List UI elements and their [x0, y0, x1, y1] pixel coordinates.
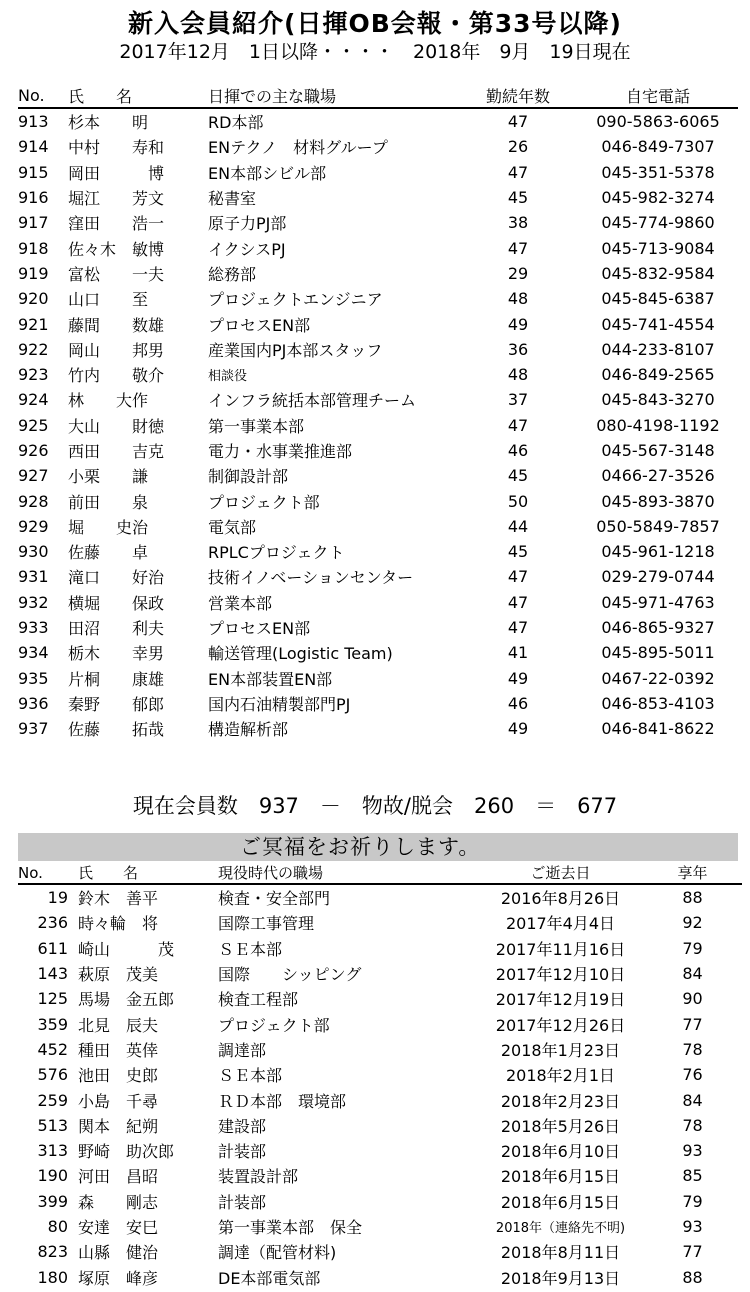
member-workplace: 技術イノベーションセンター — [208, 568, 414, 588]
table-row — [18, 1239, 742, 1264]
member-no: 934 — [18, 643, 49, 663]
member-name: 片桐 康雄 — [68, 669, 165, 689]
deceased-name: 河田 昌昭 — [78, 1167, 159, 1187]
page-title: 新入会員紹介(日揮OB会報・第33号以降) — [128, 9, 622, 38]
member-phone: 050-5849-7857 — [596, 516, 720, 536]
member-phone: 045-982-3274 — [601, 188, 715, 208]
member-name: 岡田 博 — [68, 163, 165, 183]
member-name: 栃木 幸男 — [68, 644, 165, 664]
table-row — [18, 1214, 742, 1239]
member-years: 47 — [507, 238, 529, 258]
member-workplace: イクシスPJ — [208, 239, 286, 259]
deceased-age: 90 — [682, 989, 703, 1009]
member-no: 917 — [18, 213, 49, 233]
member-phone: 090-5863-6065 — [596, 112, 720, 132]
deceased-age: 85 — [682, 1166, 703, 1186]
member-name: 竹内 敬介 — [68, 366, 165, 386]
deceased-age: 93 — [682, 1217, 703, 1236]
member-no: 920 — [18, 289, 49, 309]
table-row — [18, 539, 738, 564]
deceased-no: 19 — [47, 888, 68, 908]
header-years: 勤続年数 — [458, 84, 578, 108]
member-phone: 045-832-9584 — [601, 263, 715, 283]
table-row — [18, 438, 738, 463]
table-row — [18, 986, 742, 1011]
member-years: 29 — [507, 263, 529, 283]
header-no: No. — [18, 862, 74, 884]
table-row — [18, 362, 738, 387]
deceased-date: 2018年1月23日 — [500, 1040, 621, 1060]
table-row — [18, 691, 738, 716]
member-name: 中村 寿和 — [68, 138, 165, 158]
member-name: 佐藤 拓哉 — [68, 720, 165, 740]
deceased-name: 時々輪 将 — [78, 914, 159, 934]
table-row — [18, 261, 738, 286]
member-workplace: 構造解析部 — [208, 720, 289, 740]
member-no: 926 — [18, 441, 49, 460]
member-name: 佐々木 敏博 — [68, 239, 165, 259]
table-row — [18, 413, 738, 438]
deceased-age: 88 — [682, 1267, 703, 1287]
table-row — [18, 640, 738, 665]
member-years: 46 — [507, 441, 529, 460]
deceased-name: 安達 安巳 — [78, 1218, 159, 1237]
header-no: No. — [18, 84, 68, 108]
table-row — [18, 615, 738, 640]
table-row — [18, 311, 738, 336]
member-years: 36 — [507, 339, 529, 359]
table-row — [18, 666, 738, 691]
deceased-date: 2018年5月26日 — [500, 1116, 621, 1136]
member-name: 堀 史治 — [68, 517, 149, 537]
member-workplace: 営業本部 — [208, 593, 273, 613]
member-years: 47 — [507, 592, 529, 612]
member-years: 47 — [507, 112, 529, 132]
member-years: 48 — [507, 365, 529, 385]
member-phone: 046-849-7307 — [601, 137, 715, 157]
member-name: 田沼 利夫 — [68, 619, 165, 639]
member-no: 919 — [18, 263, 49, 283]
deceased-date: 2018年6月15日 — [500, 1192, 621, 1212]
deceased-no: 452 — [37, 1039, 68, 1059]
deceased-date: 2018年8月11日 — [500, 1243, 621, 1263]
deceased-age: 79 — [682, 938, 703, 958]
deceased-no: 513 — [37, 1115, 68, 1135]
deceased-date: 2017年12月10日 — [495, 965, 626, 985]
new-members-table — [18, 84, 738, 741]
member-years: 49 — [507, 314, 529, 334]
member-years: 47 — [507, 415, 529, 435]
member-years: 45 — [507, 188, 529, 208]
deceased-no: 313 — [37, 1141, 68, 1161]
member-no: 937 — [18, 719, 49, 739]
member-years: 47 — [507, 618, 529, 638]
deceased-name: 鈴木 善平 — [78, 889, 159, 909]
member-workplace: 国内石油精製部門PJ — [208, 694, 351, 714]
member-workplace: 第一事業本部 — [208, 416, 305, 436]
member-phone: 029-279-0744 — [601, 567, 715, 587]
deceased-date: 2018年（連絡先不明) — [495, 1221, 626, 1236]
member-workplace: 輸送管理(Logistic Team) — [208, 644, 393, 664]
member-years: 47 — [507, 162, 529, 182]
table-row — [18, 961, 742, 986]
member-years: 37 — [507, 390, 529, 410]
header-workplace: 現役時代の職場 — [218, 862, 478, 884]
deceased-no: 359 — [37, 1014, 68, 1034]
member-phone: 044-233-8107 — [601, 339, 715, 359]
member-no: 930 — [18, 542, 49, 562]
table-row — [18, 1087, 742, 1112]
deceased-workplace: 検査・安全部門 — [218, 889, 331, 909]
member-phone: 046-865-9327 — [601, 618, 715, 638]
member-years: 45 — [507, 542, 529, 562]
member-no: 922 — [18, 339, 49, 359]
table-row — [18, 185, 738, 210]
deceased-workplace: 建設部 — [218, 1116, 267, 1136]
table-row — [18, 1011, 742, 1036]
table-row — [18, 1062, 742, 1087]
member-phone: 045-741-4554 — [601, 314, 715, 334]
deceased-name: 塚原 峰彦 — [78, 1268, 159, 1288]
member-no: 925 — [18, 415, 49, 435]
header-name: 氏 名 — [74, 862, 218, 884]
page-subtitle: 2017年12月 1日以降・・・・ 2018年 9月 19日現在 — [119, 41, 631, 63]
table-row — [18, 1189, 742, 1214]
table-row — [18, 1138, 742, 1163]
deceased-name: 関本 紀朔 — [78, 1116, 159, 1136]
table-row — [18, 286, 738, 311]
deceased-age: 77 — [682, 1014, 703, 1034]
deceased-workplace: 調達部 — [218, 1040, 267, 1060]
deceased-no: 180 — [37, 1267, 68, 1287]
member-no: 929 — [18, 516, 49, 536]
member-name: 滝口 好治 — [68, 568, 165, 588]
table-row — [18, 488, 738, 513]
deceased-workplace: ＲＤ本部 環境部 — [218, 1091, 347, 1111]
member-phone: 045-893-3870 — [601, 491, 715, 511]
member-phone: 046-853-4103 — [601, 693, 715, 713]
member-no: 916 — [18, 188, 49, 208]
deceased-name: 萩原 茂美 — [78, 965, 159, 985]
deceased-name: 小島 千尋 — [78, 1091, 159, 1111]
deceased-age: 78 — [682, 1039, 703, 1059]
deceased-no: 611 — [37, 938, 68, 958]
member-workplace: EN本部装置EN部 — [208, 669, 333, 689]
deceased-workplace: 計装部 — [218, 1142, 267, 1162]
member-name: 佐藤 卓 — [68, 543, 149, 563]
member-years: 45 — [507, 466, 529, 486]
deceased-name: 野崎 助次郎 — [78, 1142, 175, 1162]
member-workplace: プロジェクトエンジニア — [208, 290, 383, 310]
member-name: 岡山 邦男 — [68, 340, 165, 360]
member-workplace: プロセスEN部 — [208, 315, 311, 335]
deceased-age: 77 — [682, 1242, 703, 1262]
deceased-no: 259 — [37, 1090, 68, 1110]
member-phone: 045-961-1218 — [601, 542, 715, 562]
member-workplace: 秘書室 — [208, 189, 257, 209]
deceased-date: 2017年11月16日 — [495, 939, 626, 959]
deceased-no: 576 — [37, 1065, 68, 1085]
member-phone: 046-849-2565 — [601, 365, 715, 385]
member-years: 26 — [507, 137, 529, 157]
member-name: 秦野 郁郎 — [68, 694, 165, 714]
header-age: 享年 — [643, 862, 742, 884]
deceased-date: 2017年12月19日 — [495, 990, 626, 1010]
member-workplace: 産業国内PJ本部スタッフ — [208, 340, 383, 360]
table-row — [18, 514, 738, 539]
member-phone: 046-841-8622 — [601, 719, 715, 739]
member-count-summary: 現在会員数 937 － 物故/脱会 260 ＝ 677 — [132, 794, 618, 818]
member-name: 堀江 芳文 — [68, 189, 165, 209]
deceased-workplace: 調達（配管材料) — [218, 1243, 337, 1263]
member-years: 46 — [507, 693, 529, 713]
member-no: 931 — [18, 567, 49, 587]
member-phone: 045-774-9860 — [601, 213, 715, 233]
member-years: 49 — [507, 668, 529, 688]
member-years: 49 — [507, 719, 529, 739]
member-name: 西田 吉克 — [68, 442, 165, 461]
deceased-age: 78 — [682, 1115, 703, 1135]
deceased-date: 2018年6月15日 — [500, 1167, 621, 1187]
deceased-age: 84 — [682, 1090, 703, 1110]
deceased-date: 2018年2月1日 — [505, 1066, 616, 1086]
deceased-name: 北見 辰夫 — [78, 1015, 159, 1035]
member-workplace: 総務部 — [208, 264, 257, 284]
table-row — [18, 160, 738, 185]
deceased-no: 236 — [37, 913, 68, 933]
member-no: 923 — [18, 365, 49, 385]
deceased-workplace: 検査工程部 — [218, 990, 299, 1010]
member-workplace: プロジェクト部 — [208, 492, 320, 512]
member-years: 48 — [507, 289, 529, 309]
deceased-workplace: プロジェクト部 — [218, 1015, 330, 1035]
member-name: 横堀 保政 — [68, 593, 165, 613]
deceased-workplace: ＳＥ本部 — [218, 939, 283, 959]
deceased-name: 崎山 茂 — [78, 939, 175, 959]
member-workplace: RD本部 — [208, 113, 264, 133]
member-name: 富松 一夫 — [68, 264, 165, 284]
deceased-age: 79 — [682, 1191, 703, 1211]
member-no: 933 — [18, 618, 49, 638]
member-workplace: 相談役 — [208, 369, 248, 385]
deceased-date: 2018年9月13日 — [500, 1268, 621, 1288]
deceased-name: 池田 史郎 — [78, 1066, 159, 1086]
member-phone: 045-971-4763 — [601, 592, 715, 612]
member-workplace: 電気部 — [208, 517, 257, 537]
deceased-no: 143 — [37, 964, 68, 984]
table-row — [18, 564, 738, 589]
deceased-age: 93 — [682, 1141, 703, 1161]
deceased-name: 馬場 金五郎 — [78, 990, 175, 1010]
member-phone: 045-713-9084 — [601, 238, 715, 258]
table-row — [18, 884, 742, 910]
deceased-date: 2016年8月26日 — [500, 889, 621, 909]
deceased-no: 80 — [47, 1217, 68, 1236]
member-no: 918 — [18, 238, 49, 258]
member-name: 前田 泉 — [68, 492, 149, 512]
member-no: 936 — [18, 693, 49, 713]
deceased-no: 125 — [37, 989, 68, 1009]
table-row — [18, 235, 738, 260]
member-name: 山口 至 — [68, 290, 149, 310]
table-row — [18, 716, 738, 741]
table-row — [18, 134, 738, 159]
member-phone: 045-895-5011 — [601, 643, 715, 663]
member-name: 窪田 浩一 — [68, 214, 165, 234]
table-row — [18, 1113, 742, 1138]
table-row — [18, 463, 738, 488]
member-years: 38 — [507, 213, 529, 233]
member-no: 914 — [18, 137, 49, 157]
deceased-workplace: ＳＥ本部 — [218, 1066, 283, 1086]
table-row — [18, 590, 738, 615]
member-no: 921 — [18, 314, 49, 334]
deceased-members-table — [18, 862, 742, 1290]
member-phone: 045-845-6387 — [601, 289, 715, 309]
member-workplace: インフラ統括本部管理チーム — [208, 391, 417, 411]
member-workplace: プロセスEN部 — [208, 619, 311, 639]
member-phone: 045-567-3148 — [601, 441, 715, 460]
header-phone: 自宅電話 — [578, 84, 738, 108]
table-row — [18, 936, 742, 961]
deceased-no: 190 — [37, 1166, 68, 1186]
deceased-header-row — [18, 862, 742, 884]
member-workplace: EN本部シビル部 — [208, 163, 327, 183]
member-no: 924 — [18, 390, 49, 410]
deceased-name: 種田 英倖 — [78, 1040, 159, 1060]
deceased-date: 2018年2月23日 — [500, 1091, 621, 1111]
table-row — [18, 108, 738, 134]
table-row — [18, 387, 738, 412]
member-workplace: ENテクノ 材料グループ — [208, 138, 388, 158]
deceased-date: 2017年12月26日 — [495, 1015, 626, 1035]
deceased-age: 88 — [682, 888, 703, 908]
member-no: 927 — [18, 466, 49, 486]
member-name: 小栗 謙 — [68, 467, 149, 487]
member-name: 藤間 数雄 — [68, 315, 165, 335]
member-no: 932 — [18, 592, 49, 612]
member-phone: 0467-22-0392 — [601, 668, 715, 688]
header-workplace: 日揮での主な職場 — [208, 84, 458, 108]
member-years: 41 — [507, 643, 529, 663]
deceased-no: 399 — [37, 1191, 68, 1211]
deceased-name: 森 剛志 — [78, 1192, 159, 1212]
deceased-workplace: DE本部電気部 — [218, 1268, 321, 1288]
table-row — [18, 210, 738, 235]
member-no: 928 — [18, 491, 49, 511]
deceased-workplace: 国際工事管理 — [218, 914, 315, 934]
member-workplace: 電力・水事業推進部 — [208, 442, 353, 461]
deceased-age: 76 — [682, 1065, 703, 1085]
member-years: 47 — [507, 567, 529, 587]
deceased-date: 2017年4月4日 — [505, 914, 616, 934]
member-name: 大山 財徳 — [68, 416, 165, 436]
member-years: 44 — [507, 516, 529, 536]
member-workplace: RPLCプロジェクト — [208, 543, 345, 563]
member-workplace: 原子力PJ部 — [208, 214, 287, 234]
deceased-workplace: 計装部 — [218, 1192, 267, 1212]
new-members-header-row — [18, 84, 738, 108]
deceased-workplace: 国際 シッピング — [218, 965, 362, 985]
deceased-workplace: 装置設計部 — [218, 1167, 299, 1187]
table-row — [18, 1163, 742, 1188]
deceased-workplace: 第一事業本部 保全 — [218, 1218, 363, 1237]
condolence-banner: ご冥福をお祈りします。 — [18, 833, 738, 861]
member-no: 913 — [18, 112, 49, 132]
table-row — [18, 1264, 742, 1289]
member-phone: 045-843-3270 — [601, 390, 715, 410]
deceased-no: 823 — [37, 1242, 68, 1262]
table-row — [18, 910, 742, 935]
member-no: 915 — [18, 162, 49, 182]
member-phone: 0466-27-3526 — [601, 466, 715, 486]
deceased-age: 84 — [682, 964, 703, 984]
header-name: 氏 名 — [68, 84, 208, 108]
member-phone: 045-351-5378 — [601, 162, 715, 182]
member-name: 林 大作 — [68, 391, 149, 411]
member-workplace: 制御設計部 — [208, 467, 289, 487]
member-phone: 080-4198-1192 — [596, 415, 720, 435]
deceased-age: 92 — [682, 913, 703, 933]
member-no: 935 — [18, 668, 49, 688]
deceased-name: 山縣 健治 — [78, 1243, 159, 1263]
header-date: ご逝去日 — [478, 862, 643, 884]
deceased-date: 2018年6月10日 — [500, 1142, 621, 1162]
member-years: 50 — [507, 491, 529, 511]
member-name: 杉本 明 — [68, 113, 149, 133]
table-row — [18, 337, 738, 362]
table-row — [18, 1037, 742, 1062]
